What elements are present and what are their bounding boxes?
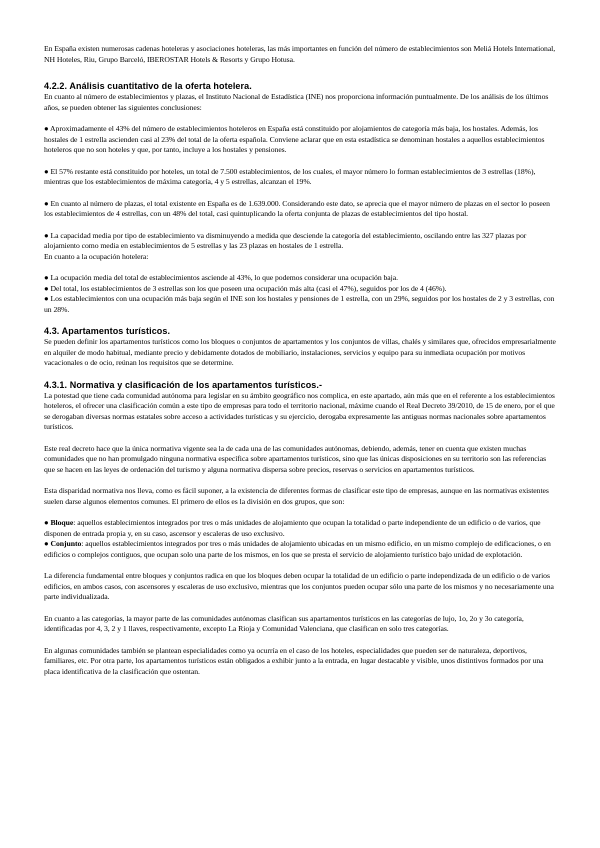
section-4-3-body: Se pueden definir los apartamentos turísticos como los bloques o conjuntos de apartamentos y los conjuntos de villas, chalés y similares que, ofrecidos empresarialmente en alquiler de modo habitual, mediante precio y debidamente dotados de mobiliario, instalaciones, servicios y equipo para su inmediata ocupación por motivos vacacionales o de ocio, reúnan los requisitos que se determine.: [44, 337, 556, 367]
section-heading-4-2-2: 4.2.2. Análisis cuantitativo de la oferta hotelera.: [44, 81, 252, 91]
conjunto-term: ● Conjunto: [44, 539, 82, 548]
stats-bullet-4: ● La capacidad media por tipo de establecimiento va disminuyendo a medida que desciende la categoría del establecimiento, oscilando entre las 327 plazas por alojamiento como media en establecimientos de 5 estrellas y las 23 plazas en hostales de 1 estrella.: [44, 230, 527, 250]
section-heading-4-3-1: 4.3.1. Normativa y clasificación de los apartamentos turísticos.-: [44, 379, 323, 390]
section-4-3-1-paragraph-6: En algunas comunidades también se plantean especialidades como ya ocurría en el caso de los hoteles, especialidades que pueden ser de naturaleza, deportivos, familiares, etc. Por otra parte, los apartamentos turísticos están obligados a exhibir junto a la entrada, en lugar destacable y visible, unos distintivos formados por una placa identificativa de la clasificación que ostentan.: [44, 645, 544, 676]
stats-bullet-1: ● Aproximadamente el 43% del número de establecimientos hoteleros en España está constituido por alojamientos de categoría más baja, los hostales. Además, los hostales de 1 estrella ascienden casi al 23% del total de la oferta española. Conviene aclarar que en esta estadística se denominan hostales a aquellos establecimientos hoteleros que no son hoteles y que, por tanto, incluye a los hostales y pensiones.: [44, 124, 545, 154]
stats-bullet-3: ● En cuanto al número de plazas, el total existente en España es de 1.639.000. Considerando este dato, se aprecia que el mayor número de plazas en el sector lo poseen los establecimientos de 4 estrellas, con un 48% del total, casi quintuplicando la oferta conjunta de plazas de establecimientos del tipo hostal.: [44, 198, 550, 218]
bloque-text: : aquellos establecimientos integrados por tres o más unidades de alojamiento que ocupan la totalidad o parte independiente de un edificio o de varios, que disponen de entrada propia y, en su caso, ascensor y escaleras de uso exclusivo.: [44, 518, 541, 538]
conjunto-text: : aquellos establecimientos integrados por tres o más unidades de alojamiento ubicadas en un mismo edificio, en un mismo complejo de edificaciones, o en edificios o complejos contiguos, que ocupan solo una parte de los mismos, en los que se presta el servicio de alojamiento turístico bajo unidad de explotación.: [44, 539, 551, 559]
section-4-3-1-paragraph-1: La potestad que tiene cada comunidad autónoma para legislar en su ámbito geográfico nos complica, en este apartado, aún más que en el referente a los establecimientos hoteleros, el ofrecer una clasificación común a este tipo de empresas para todo el territorio nacional, máxime cuando el Real Decreto 39/2010, de 15 de enero, por el que se derogaban diversas normas estatales sobre acceso a actividades turísticas y su ejercicio, derogaba expresamente las antiguas normas nacionales sobre apartamentos turísticos.: [44, 390, 555, 431]
bloque-term: ● Bloque: [44, 518, 74, 527]
section-heading-4-3: 4.3. Apartamentos turísticos.: [44, 326, 171, 336]
occupancy-lead: En cuanto a la ocupación hotelera:: [44, 251, 149, 261]
occupancy-bullet-2: ● Del total, los establecimientos de 3 estrellas son los que poseen una ocupación más alta (casi el 47%), seguidos por los de 4 (46%).: [44, 283, 447, 293]
section-4-3-1-paragraph-2: Este real decreto hace que la única normativa vigente sea la de cada una de las comunidades autónomas, debiendo, además, tener en cuenta que existen muchas comunidades que no han promulgado ninguna normativa específica sobre apartamentos turísticos, sino que las únicas disposiciones en su territorio son las referencias que se hacen en las leyes de ordenación del turismo y alguna normativa dispersa sobre precios, reservas o servicios en apartamentos turísticos.: [44, 443, 547, 474]
conjunto-definition: [44, 539, 558, 560]
section-4-3-1-paragraph-4: La diferencia fundamental entre bloques y conjuntos radica en que los bloques deben ocupar la totalidad de un edificio o parte independizada de un edificio o de varios edificios, en ambos casos, con ascensores y escaleras de uso exclusivo, mientras que los conjuntos pueden ocupar sólo una parte de los mismos y no necesariamente una parte individualizada.: [44, 571, 554, 601]
occupancy-bullet-3: ● Los establecimientos con una ocupación más baja según el INE son los hostales y pensiones de 1 estrella, con un 29%, seguidos por los hostales de 2 y 3 estrellas, con un 28%.: [44, 294, 555, 314]
section-4-3-1-paragraph-5: En cuanto a las categorías, la mayor parte de las comunidades autónomas clasifican sus apartamentos turísticos en las categorías de lujo, 1o, 2o y 3o categoría, identificadas por 4, 3, 2 y 1 llaves, respectivamente, excepto La Rioja y Comunidad Valenciana, que clasifican en solo tres categorías.: [44, 613, 524, 633]
section-4-3-1-paragraph-3: Esta disparidad normativa nos lleva, como es fácil suponer, a la existencia de diferentes formas de clasificar este tipo de empresas, aunque en las normativas existentes suelen darse algunos elementos comunes. El primero de ellos es la división en dos grupos, que son:: [44, 486, 549, 506]
stats-bullet-2: ● El 57% restante está constituido por hoteles, un total de 7.500 establecimientos, de los cuales, el mayor número lo forman establecimientos de 3 estrellas (18%), mientras que los establecimientos de máxima categoría, 4 y 5 estrellas, alcanzan el 19%.: [44, 166, 536, 186]
bloque-definition: [44, 518, 558, 539]
intro-paragraph: En España existen numerosas cadenas hoteleras y asociaciones hoteleras, las más importantes en función del número de establecimientos son Meliá Hotels International, NH Hoteles, Riu, Grupo Barceló, IBEROSTAR Hotels & Resorts y Grupo Hotusa.: [44, 44, 556, 64]
occupancy-bullet-1: ● La ocupación media del total de establecimientos asciende al 43%, lo que podemos considerar una ocupación baja.: [44, 273, 398, 282]
section-4-2-2-lead: En cuanto al número de establecimientos y plazas, el Instituto Nacional de Estadística (INE) nos proporciona información puntualmente. De los análisis de los últimos años, se pueden obtener las siguientes conclusiones:: [44, 92, 549, 112]
